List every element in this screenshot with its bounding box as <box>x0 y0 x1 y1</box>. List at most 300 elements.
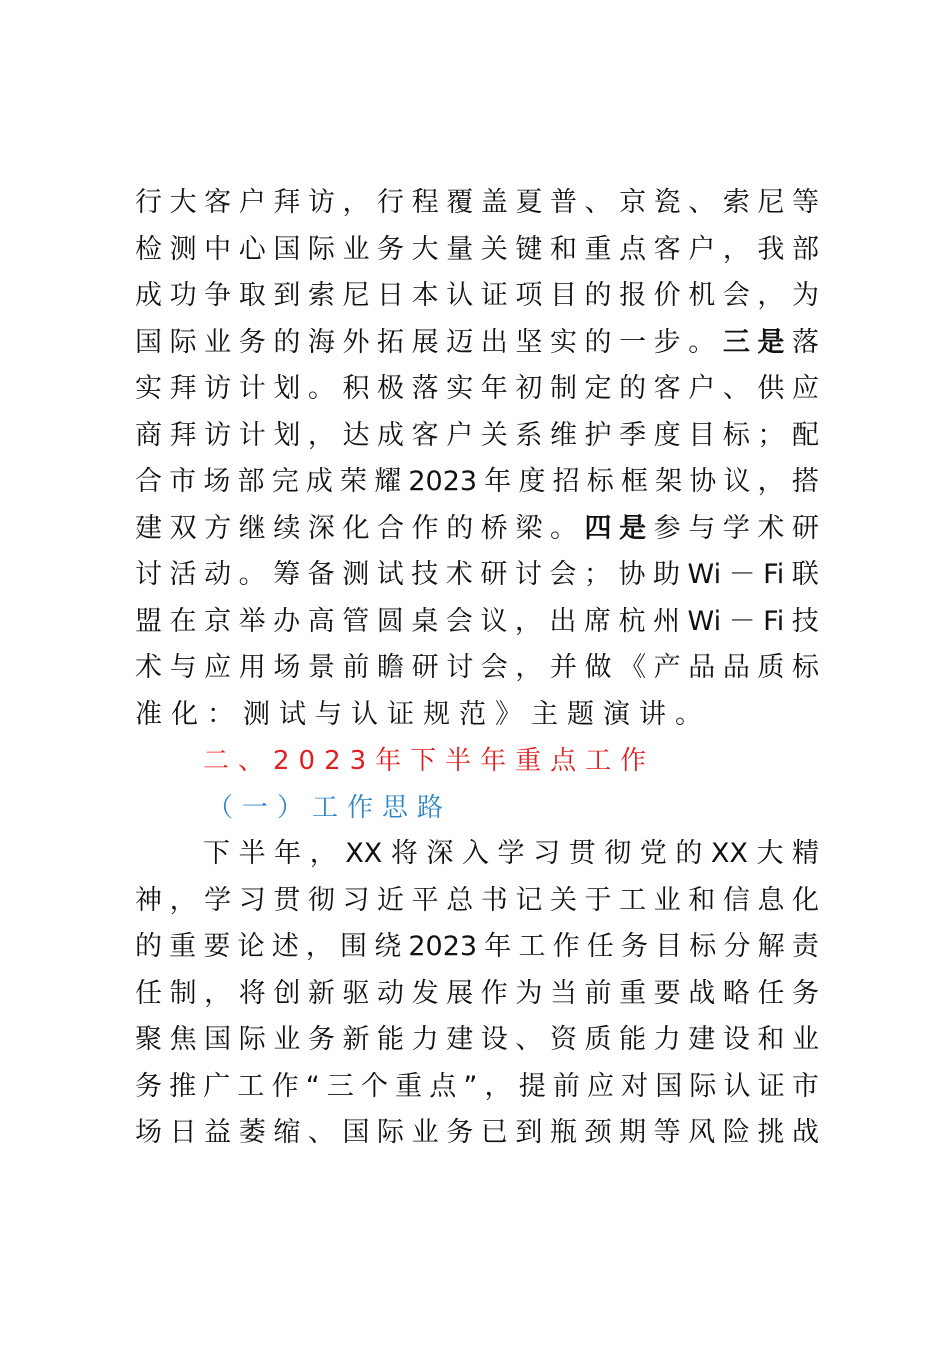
text-glyph: 年 <box>484 466 512 497</box>
text-glyph: 瓶 <box>549 1117 577 1148</box>
text-glyph: 桌 <box>411 605 439 637</box>
text-glyph: 质 <box>584 1024 612 1055</box>
text-glyph: 略 <box>722 977 750 1009</box>
text-glyph: 务 <box>307 1024 335 1055</box>
text-glyph: “ <box>305 1070 320 1102</box>
text-glyph: 度 <box>518 466 546 497</box>
text-glyph: 市 <box>791 1070 819 1102</box>
text-glyph: 聚 <box>135 1024 162 1055</box>
text-glyph: 入 <box>461 838 489 869</box>
text-glyph: 任 <box>135 977 162 1009</box>
text-glyph: 术 <box>757 512 785 544</box>
text-glyph: 拓 <box>377 326 405 358</box>
text-glyph: 业 <box>791 1024 819 1055</box>
text-glyph: 协 <box>618 559 646 590</box>
text-glyph: 成 <box>377 419 405 451</box>
text-glyph: 学 <box>497 838 525 869</box>
text-glyph: 取 <box>238 280 266 311</box>
text-line: 准化：测试与认证规范》主题演讲。 <box>135 698 711 730</box>
text-glyph: 访 <box>307 187 335 218</box>
text-glyph: 度 <box>653 419 681 451</box>
text-glyph: 的 <box>619 373 647 404</box>
text-glyph: 国 <box>342 1117 370 1148</box>
text-glyph: 年 <box>484 931 512 962</box>
text-glyph: 务 <box>377 233 405 265</box>
text-glyph: 备 <box>307 559 335 590</box>
text-glyph: 目 <box>688 419 716 451</box>
text-glyph: 分 <box>723 931 751 962</box>
text-glyph: 讨 <box>446 652 474 683</box>
text-glyph: 方 <box>204 512 232 544</box>
text-glyph: 品 <box>722 652 750 683</box>
text-glyph: 工 <box>237 1070 265 1102</box>
text-glyph: 迈 <box>446 326 474 358</box>
text-glyph: 落 <box>791 326 819 358</box>
text-glyph: 完 <box>271 466 299 497</box>
text-glyph: 招 <box>552 466 580 497</box>
text-glyph: 际 <box>238 1024 266 1055</box>
text-glyph: 项 <box>515 280 543 311</box>
text-glyph: 供 <box>757 373 785 404</box>
text-glyph: 护 <box>584 419 612 451</box>
text-glyph: 访 <box>204 419 232 451</box>
text-glyph: 大 <box>169 187 197 218</box>
text-glyph: 对 <box>621 1070 649 1102</box>
text-glyph: 。 <box>307 373 335 404</box>
text-glyph: 息 <box>757 884 785 916</box>
text-glyph: 覆 <box>446 187 474 218</box>
text-glyph: 测 <box>169 233 197 265</box>
text-glyph: ， <box>307 419 335 451</box>
text-glyph: 是 <box>619 512 647 544</box>
text-line <box>135 1110 819 1157</box>
text-line <box>135 459 819 506</box>
text-glyph: 为 <box>791 280 819 311</box>
text-glyph: 试 <box>376 559 404 590</box>
text-glyph: 务 <box>620 931 648 962</box>
text-glyph: 定 <box>584 373 612 404</box>
text-glyph: 要 <box>653 977 681 1009</box>
text-glyph: 协 <box>689 466 717 497</box>
text-glyph: 四 <box>584 512 612 544</box>
text-glyph: 年 <box>480 373 508 404</box>
text-glyph: 索 <box>307 280 335 311</box>
text-glyph: 检 <box>135 233 162 265</box>
text-glyph: 创 <box>273 977 301 1009</box>
text-glyph: 重 <box>169 931 197 962</box>
text-glyph: Fi <box>763 559 785 590</box>
text-glyph: 务 <box>791 977 819 1009</box>
text-glyph: 下 <box>203 838 230 869</box>
text-glyph: 标 <box>791 652 819 683</box>
text-glyph: 务 <box>135 1070 162 1102</box>
text-glyph: 研 <box>791 512 819 544</box>
text-glyph: 设 <box>722 1024 750 1055</box>
text-glyph: 活 <box>169 559 197 590</box>
text-glyph: 前 <box>584 977 612 1009</box>
text-glyph: XX <box>710 838 748 869</box>
text-glyph: 中 <box>204 233 232 265</box>
text-glyph: 能 <box>377 1024 405 1055</box>
text-glyph: 记 <box>515 884 543 916</box>
text-glyph: 普 <box>549 187 577 218</box>
text-glyph: 外 <box>342 326 370 358</box>
text-glyph: 标 <box>689 931 717 962</box>
text-glyph: 。 <box>688 326 716 358</box>
text-glyph: 大 <box>411 233 439 265</box>
text-glyph: 落 <box>411 373 439 404</box>
text-glyph: 讨 <box>135 559 162 590</box>
text-glyph: 。 <box>549 512 577 544</box>
text-glyph: 的 <box>446 512 474 544</box>
text-glyph: 索 <box>722 187 750 218</box>
text-glyph: 年 <box>274 838 302 869</box>
text-glyph: 标 <box>586 466 614 497</box>
text-glyph: 坚 <box>515 326 543 358</box>
text-glyph: 党 <box>639 838 667 869</box>
text-glyph: 标 <box>722 419 750 451</box>
text-glyph: ， <box>309 838 337 869</box>
text-glyph: 州 <box>652 605 680 637</box>
text-glyph: 划 <box>273 373 301 404</box>
text-glyph: 合 <box>135 466 162 497</box>
text-glyph: 续 <box>273 512 301 544</box>
text-glyph: 参 <box>653 512 681 544</box>
text-line <box>135 227 819 274</box>
text-glyph: 深 <box>307 512 335 544</box>
text-glyph: 险 <box>722 1117 750 1148</box>
text-glyph: 深 <box>426 838 454 869</box>
text-glyph: 作 <box>411 512 439 544</box>
text-glyph: 和 <box>549 233 577 265</box>
text-glyph: 等 <box>791 187 819 218</box>
text-glyph: 一 <box>619 326 647 358</box>
subsection-heading: （一）工作思路 <box>207 792 453 823</box>
text-glyph: 挑 <box>757 1117 785 1148</box>
text-glyph: 测 <box>342 559 370 590</box>
text-glyph: 2023 <box>408 466 478 497</box>
text-glyph: 耀 <box>374 466 402 497</box>
text-glyph: 配 <box>791 419 819 451</box>
text-glyph: 际 <box>689 1070 717 1102</box>
text-glyph: 近 <box>377 884 405 916</box>
text-glyph: 会 <box>445 605 473 637</box>
text-glyph: 力 <box>653 1024 681 1055</box>
text-glyph: 出 <box>549 605 577 637</box>
text-glyph: ； <box>583 559 611 590</box>
text-glyph: 认 <box>446 280 474 311</box>
text-glyph: 任 <box>757 977 785 1009</box>
text-glyph: ， <box>169 884 197 916</box>
text-glyph: 户 <box>446 419 474 451</box>
text-glyph: 习 <box>238 884 266 916</box>
text-glyph: 梁 <box>515 512 543 544</box>
text-glyph: 业 <box>204 326 232 358</box>
text-glyph: 、 <box>584 187 612 218</box>
text-glyph: 场 <box>273 652 301 683</box>
text-glyph: 术 <box>135 652 162 683</box>
text-glyph: 论 <box>237 931 265 962</box>
text-glyph: ， <box>514 605 542 637</box>
text-glyph: 计 <box>238 419 266 451</box>
text-glyph: 和 <box>757 1024 785 1055</box>
text-glyph: 杭 <box>618 605 646 637</box>
text-glyph: 贯 <box>568 838 596 869</box>
text-glyph: 会 <box>722 280 750 311</box>
text-glyph: 行 <box>377 187 405 218</box>
text-glyph: ， <box>757 466 785 497</box>
text-glyph: 实 <box>446 373 474 404</box>
text-glyph: 制 <box>169 977 197 1009</box>
text-glyph: 重 <box>619 977 647 1009</box>
text-glyph: 商 <box>135 419 162 451</box>
text-glyph: 尼 <box>757 187 785 218</box>
text-glyph: 于 <box>584 884 612 916</box>
text-glyph: 客 <box>653 233 681 265</box>
text-glyph: 报 <box>619 280 647 311</box>
text-glyph: 尼 <box>342 280 370 311</box>
text-glyph: 广 <box>203 1070 231 1102</box>
text-glyph: 、 <box>307 1117 335 1148</box>
text-glyph: 助 <box>652 559 680 590</box>
text-glyph: 际 <box>307 233 335 265</box>
text-glyph: 京 <box>619 187 647 218</box>
text-glyph: 举 <box>238 605 266 637</box>
text-glyph: 化 <box>342 512 370 544</box>
text-glyph: 盖 <box>480 187 508 218</box>
text-glyph: 盟 <box>135 605 162 637</box>
text-glyph: 、 <box>515 1024 543 1055</box>
text-glyph: 我 <box>757 233 785 265</box>
text-glyph: 设 <box>480 1024 508 1055</box>
text-glyph: 客 <box>653 373 681 404</box>
text-glyph: 动 <box>377 977 405 1009</box>
text-glyph: 已 <box>480 1117 508 1148</box>
text-glyph: 质 <box>757 652 785 683</box>
text-glyph: 、 <box>722 373 750 404</box>
text-glyph: 建 <box>446 1024 474 1055</box>
text-glyph: 户 <box>238 187 266 218</box>
text-glyph: 办 <box>273 605 301 637</box>
text-glyph: 三 <box>722 326 750 358</box>
text-glyph: 市 <box>169 466 197 497</box>
text-glyph: 的 <box>675 838 703 869</box>
text-glyph: 贯 <box>273 884 301 916</box>
text-glyph: 圆 <box>376 605 404 637</box>
text-glyph: 点 <box>429 1070 457 1102</box>
text-glyph: 合 <box>377 512 405 544</box>
text-line <box>135 552 819 599</box>
text-glyph: 框 <box>620 466 648 497</box>
text-glyph: 责 <box>791 931 819 962</box>
text-glyph: － <box>728 559 756 590</box>
text-glyph: 信 <box>722 884 750 916</box>
text-glyph: 应 <box>791 373 819 404</box>
text-glyph: 作 <box>552 931 580 962</box>
text-glyph: 述 <box>271 931 299 962</box>
text-glyph: 实 <box>135 373 162 404</box>
text-glyph: 展 <box>446 977 474 1009</box>
text-glyph: 的 <box>584 326 612 358</box>
text-glyph: 平 <box>411 884 439 916</box>
text-glyph: 总 <box>446 884 474 916</box>
text-glyph: 习 <box>342 884 370 916</box>
text-glyph: 围 <box>340 931 368 962</box>
text-glyph: 化 <box>791 884 819 916</box>
text-glyph: 并 <box>549 652 577 683</box>
text-glyph: 神 <box>135 884 162 916</box>
text-glyph: 研 <box>411 652 439 683</box>
text-glyph: 京 <box>204 605 232 637</box>
text-glyph: 户 <box>688 233 716 265</box>
text-glyph: 系 <box>515 419 543 451</box>
text-glyph: ， <box>484 1070 512 1102</box>
text-glyph: 际 <box>377 1117 405 1148</box>
text-glyph: ， <box>757 280 785 311</box>
text-glyph: 发 <box>411 977 439 1009</box>
text-glyph: 解 <box>757 931 785 962</box>
text-glyph: 的 <box>273 326 301 358</box>
text-glyph: 产 <box>653 652 681 683</box>
text-glyph: 建 <box>688 1024 716 1055</box>
text-glyph: 应 <box>204 652 232 683</box>
text-glyph: 技 <box>411 559 439 590</box>
text-glyph: ” <box>463 1070 478 1102</box>
text-glyph: ， <box>722 233 750 265</box>
text-glyph: ， <box>342 187 370 218</box>
text-line <box>135 413 819 460</box>
text-glyph: 业 <box>411 1117 439 1148</box>
text-glyph: 风 <box>688 1117 716 1148</box>
text-glyph: 场 <box>203 466 231 497</box>
text-glyph: 推 <box>169 1070 197 1102</box>
text-glyph: 会 <box>480 652 508 683</box>
text-glyph: XX <box>345 838 383 869</box>
text-glyph: 部 <box>791 233 819 265</box>
text-glyph: 、 <box>688 187 716 218</box>
text-glyph: 《 <box>619 652 647 683</box>
text-glyph: 个 <box>360 1070 388 1102</box>
text-line <box>135 1017 819 1064</box>
text-glyph: 学 <box>204 884 232 916</box>
text-glyph: － <box>728 605 756 637</box>
text-glyph: 彻 <box>307 884 335 916</box>
text-glyph: 证 <box>757 1070 785 1102</box>
text-glyph: 务 <box>238 326 266 358</box>
text-glyph: 焦 <box>169 1024 197 1055</box>
text-glyph: ， <box>204 977 232 1009</box>
text-glyph: 等 <box>653 1117 681 1148</box>
text-glyph: 和 <box>688 884 716 916</box>
text-glyph: 瞻 <box>377 652 405 683</box>
text-glyph: 高 <box>307 605 335 637</box>
text-line <box>135 924 819 971</box>
text-glyph: 任 <box>586 931 614 962</box>
text-glyph: 际 <box>169 326 197 358</box>
text-glyph: 务 <box>446 1117 474 1148</box>
text-glyph: 客 <box>204 187 232 218</box>
text-glyph: 缩 <box>273 1117 301 1148</box>
text-glyph: 重 <box>584 233 612 265</box>
text-glyph: ； <box>757 419 785 451</box>
text-line <box>135 366 819 413</box>
text-glyph: 实 <box>549 326 577 358</box>
text-glyph: 研 <box>480 559 508 590</box>
text-line <box>135 878 819 925</box>
text-glyph: 达 <box>342 419 370 451</box>
section-heading: 二、2023年下半年重点工作 <box>203 746 656 776</box>
text-glyph: 战 <box>791 1117 819 1148</box>
text-line <box>135 599 819 646</box>
text-glyph: 能 <box>619 1024 647 1055</box>
text-glyph: 季 <box>619 419 647 451</box>
text-glyph: 新 <box>342 1024 370 1055</box>
text-glyph: 建 <box>135 512 162 544</box>
text-glyph: 出 <box>480 326 508 358</box>
text-glyph: ， <box>305 931 333 962</box>
text-glyph: 将 <box>238 977 266 1009</box>
text-glyph: 制 <box>549 373 577 404</box>
text-glyph: 战 <box>688 977 716 1009</box>
text-glyph: 工 <box>619 884 647 916</box>
text-glyph: 做 <box>584 652 612 683</box>
text-glyph: 书 <box>480 884 508 916</box>
text-glyph: 前 <box>552 1070 580 1102</box>
text-glyph: 关 <box>480 419 508 451</box>
text-glyph: 新 <box>307 977 335 1009</box>
text-glyph: 访 <box>204 373 232 404</box>
text-glyph: 。 <box>238 559 266 590</box>
text-glyph: 成 <box>135 280 162 311</box>
text-glyph: 益 <box>204 1117 232 1148</box>
text-glyph: 点 <box>619 233 647 265</box>
text-glyph: 管 <box>342 605 370 637</box>
text-glyph: 国 <box>135 326 162 358</box>
text-glyph: 步 <box>653 326 681 358</box>
text-glyph: 驱 <box>342 977 370 1009</box>
text-glyph: 颈 <box>584 1117 612 1148</box>
text-glyph: 价 <box>653 280 681 311</box>
text-glyph: 到 <box>515 1117 543 1148</box>
text-glyph: 半 <box>238 838 266 869</box>
text-line <box>135 831 819 878</box>
text-glyph: 部 <box>237 466 265 497</box>
text-glyph: 拜 <box>169 419 197 451</box>
text-glyph: 业 <box>273 1024 301 1055</box>
text-glyph: 大 <box>756 838 784 869</box>
text-glyph: 到 <box>273 280 301 311</box>
text-glyph: Wi <box>687 559 722 590</box>
text-glyph: 桥 <box>480 512 508 544</box>
text-glyph: 国 <box>204 1024 232 1055</box>
text-glyph: 关 <box>549 884 577 916</box>
text-line <box>135 273 819 320</box>
text-glyph: 功 <box>169 280 197 311</box>
text-glyph: 是 <box>757 326 785 358</box>
text-glyph: 继 <box>238 512 266 544</box>
text-line <box>135 971 819 1018</box>
text-glyph: 前 <box>342 652 370 683</box>
text-glyph: Wi <box>687 605 722 637</box>
text-glyph: 用 <box>238 652 266 683</box>
text-glyph: 客 <box>411 419 439 451</box>
text-glyph: 日 <box>169 1117 197 1148</box>
text-glyph: 键 <box>515 233 543 265</box>
text-glyph: 目 <box>655 931 683 962</box>
text-line <box>135 180 819 227</box>
text-glyph: 成 <box>305 466 333 497</box>
text-glyph: 为 <box>515 977 543 1009</box>
